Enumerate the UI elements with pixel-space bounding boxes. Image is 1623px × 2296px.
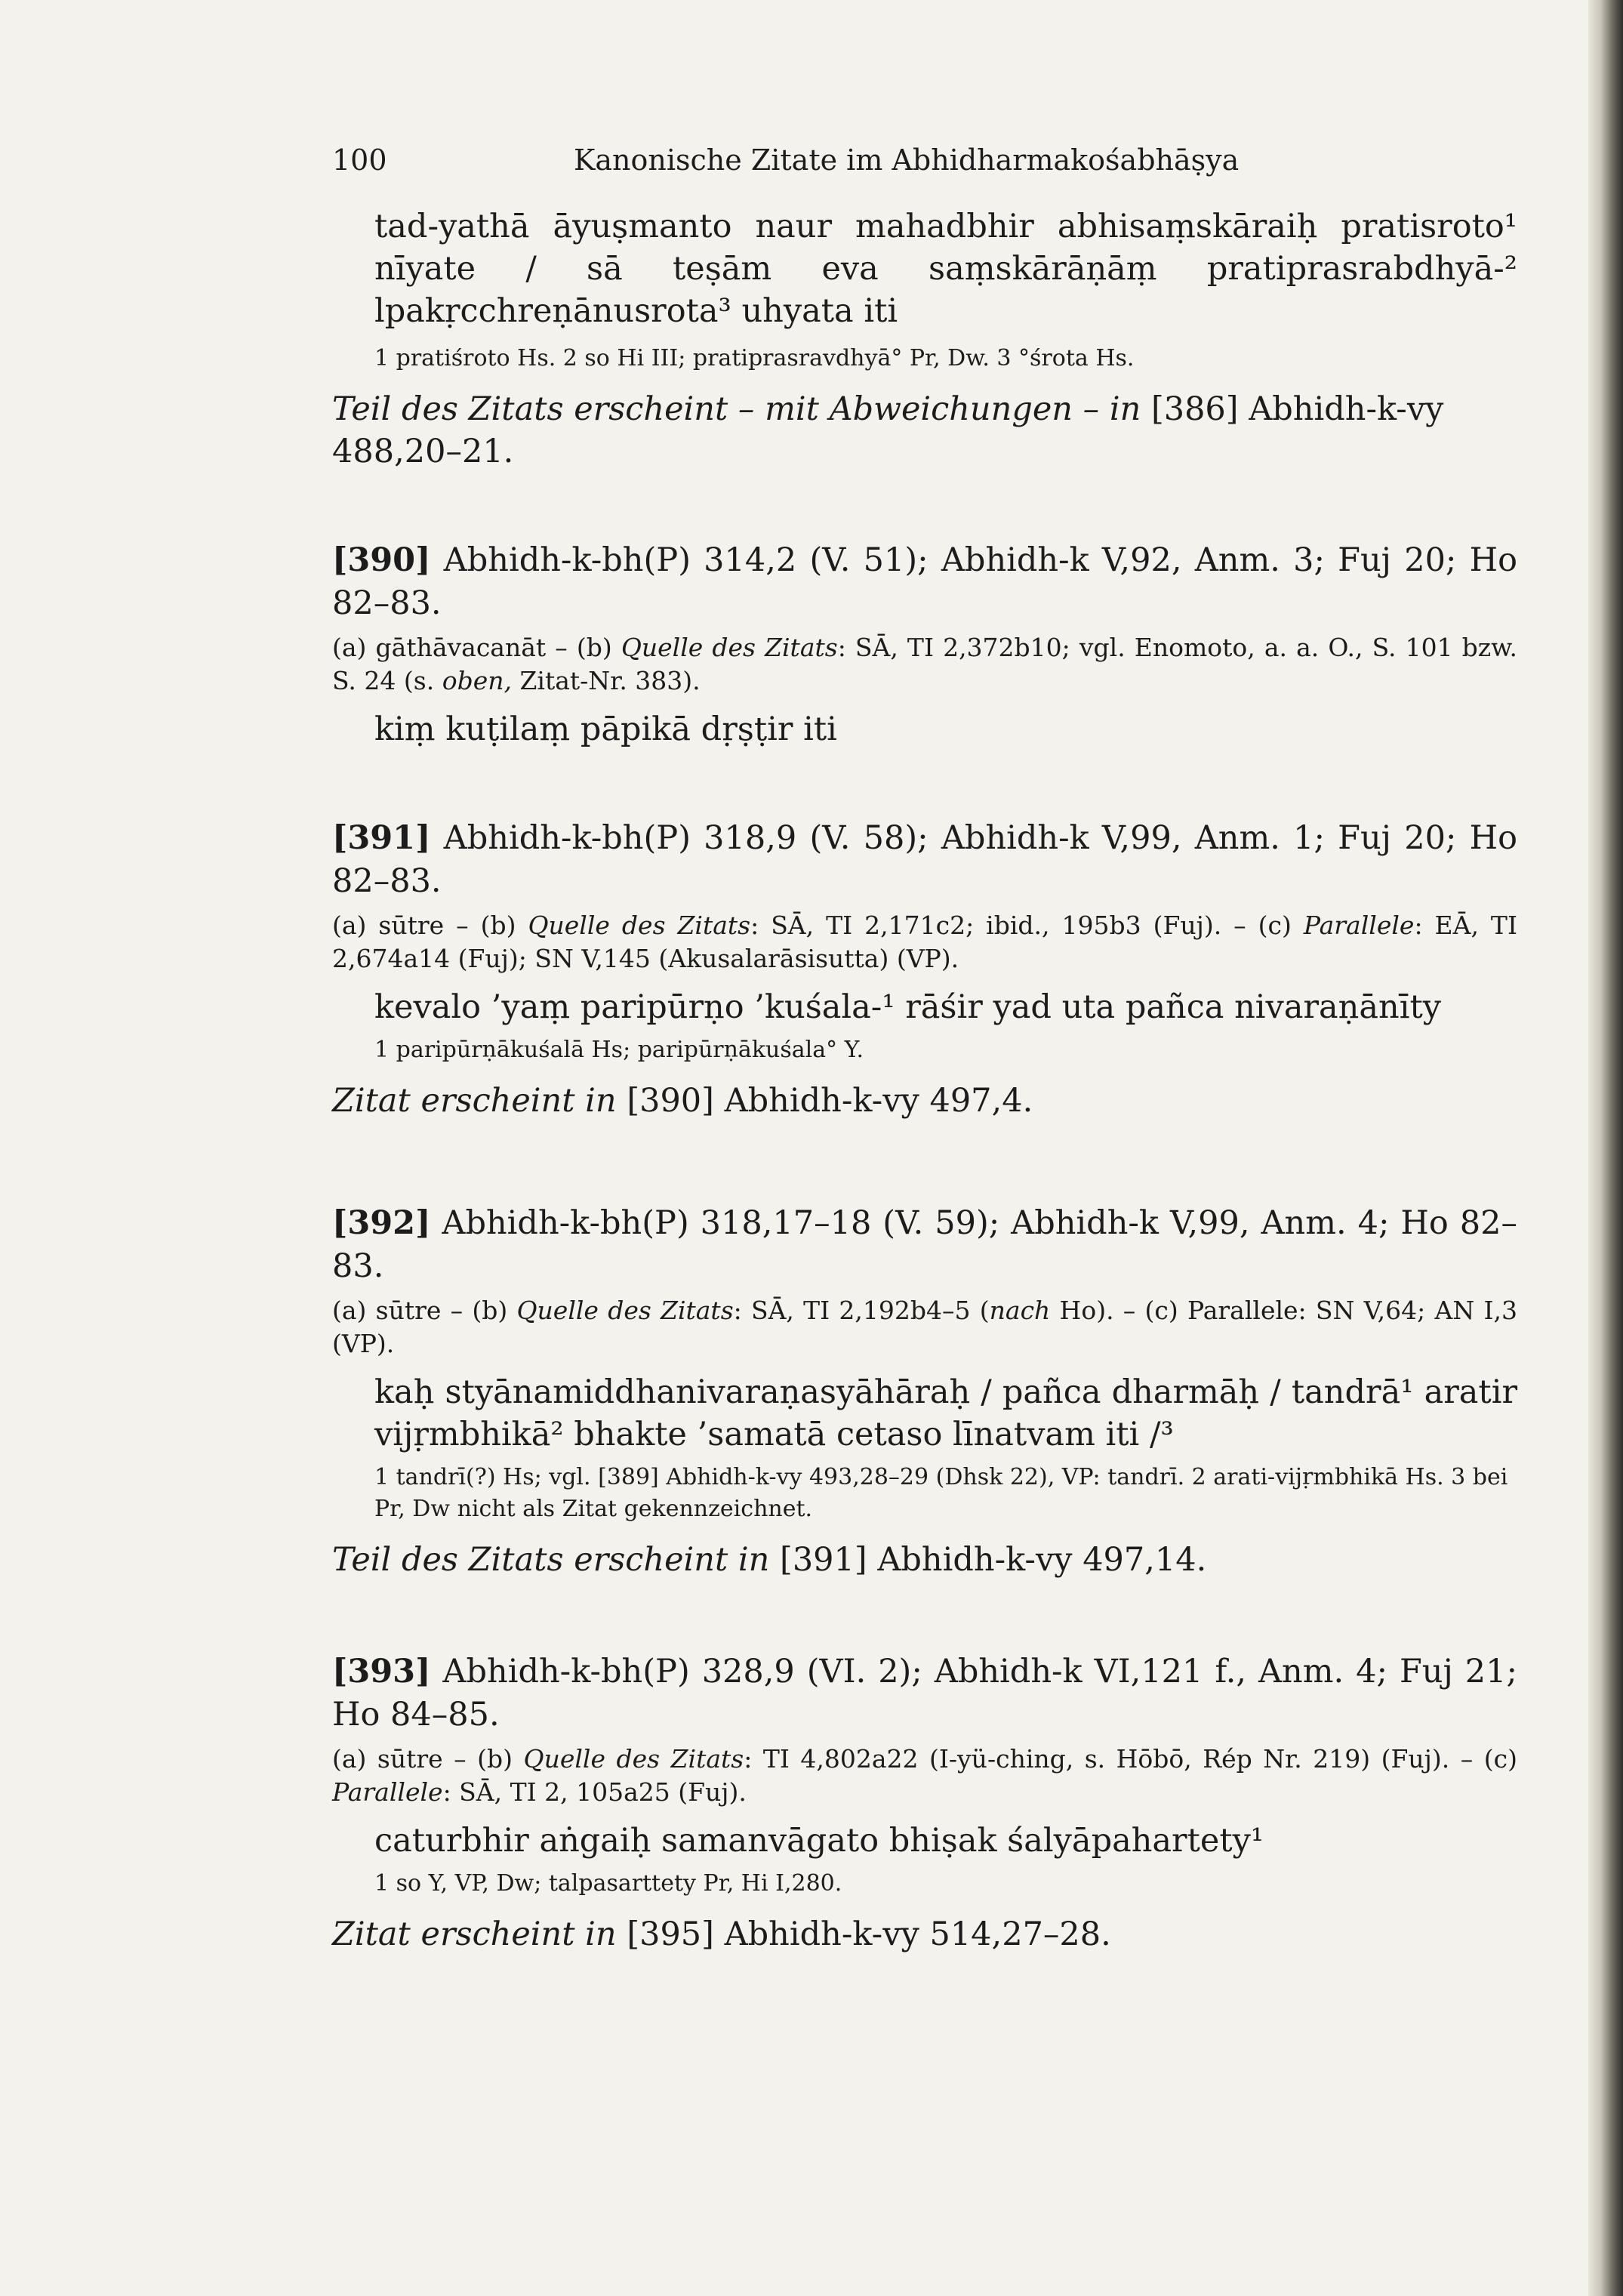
intro-reference: [332, 388, 1517, 473]
entry-source: Abhidh-k-bh(P) 318,9 (V. 58); Abhidh-k V,99, Anm. 1; Fuj 20; Ho 82–83.: [332, 819, 1518, 900]
note-c-label: nach: [989, 1296, 1051, 1325]
entry-footnote: 1 paripūrṇākuśalā Hs; paripūrṇākuśala° Y.: [374, 1037, 864, 1063]
running-title: Kanonische Zitate im Abhidharmakośabhāṣya: [574, 143, 1240, 177]
entry-number: [391]: [332, 819, 431, 857]
entry-393: [332, 1650, 1517, 1955]
note-c-label: Parallele: [1303, 911, 1415, 940]
note-c-text: : SĀ, TI 2, 105a25 (Fuj).: [442, 1777, 747, 1807]
entry-reference: [332, 1539, 1517, 1581]
entry-number: [392]: [332, 1204, 431, 1242]
note-c-label: Parallele: [332, 1777, 443, 1807]
entry-notes: [332, 631, 1517, 698]
intro-footnote: 1 pratiśroto Hs. 2 so Hi III; pratiprasravdhyā° Pr, Dw. 3 °śrota Hs.: [374, 345, 1135, 371]
entry-notes: [332, 1294, 1517, 1361]
note-b-text: : SĀ, TI 2,171c2; ibid., 195b3 (Fuj). – (c): [750, 911, 1292, 940]
note-a: (a) sūtre – (b): [332, 1296, 508, 1325]
entry-source: Abhidh-k-bh(P) 314,2 (V. 51); Abhidh-k V,92, Anm. 3; Fuj 20; Ho 82–83.: [332, 541, 1518, 622]
ref-rest: [386] Abhidh-k-vy 488,20–21.: [332, 390, 1444, 470]
note-b-text: : SĀ, TI 2,192b4–5 (: [733, 1296, 990, 1325]
note-b-text: : SĀ, TI 2,372b10; vgl. Enomoto, a. a. O., S. 101 bzw. S. 24 (s.: [332, 633, 1517, 695]
entry-reference: [332, 1913, 1517, 1955]
entry-reference: [332, 1080, 1517, 1122]
entry-392: [332, 1202, 1517, 1581]
scan-page-edge: [1588, 0, 1623, 2296]
note-b-label: Quelle des Zitats: [523, 1744, 744, 1774]
note-a: (a) sūtre – (b): [332, 911, 516, 940]
entry-source: Abhidh-k-bh(P) 318,17–18 (V. 59); Abhidh-k V,99, Anm. 4; Ho 82–83.: [332, 1204, 1517, 1285]
entry-footnote: 1 tandrī(?) Hs; vgl. [389] Abhidh-k-vy 493,28–29 (Dhsk 22), VP: tandrī. 2 arati-vijṛmbhikā Hs. 3 bei Pr, Dw nicht als Zitat gekennzeichnet.: [374, 1464, 1508, 1522]
page-number: 100: [332, 143, 387, 177]
entry-390: [332, 539, 1517, 750]
entry-quote: caturbhir aṅgaiḥ samanvāgato bhiṣak śalyāpahartety¹: [374, 1822, 1264, 1860]
note-b-text: : TI 4,802a22 (I-yü-ching, s. Hōbō, Rép Nr. 219) (Fuj). – (c): [744, 1744, 1517, 1774]
entry-number: [393]: [332, 1653, 431, 1690]
note-c-text: Zitat-Nr. 383).: [519, 666, 701, 695]
note-b-label: Quelle des Zitats: [621, 633, 838, 662]
note-b-label: Quelle des Zitats: [516, 1296, 734, 1325]
running-header: [332, 143, 1239, 177]
ref-rest: [395] Abhidh-k-vy 514,27–28.: [627, 1915, 1111, 1953]
entry-quote: kiṃ kuṭilaṃ pāpikā dṛṣṭir iti: [374, 710, 837, 748]
ref-rest: [390] Abhidh-k-vy 497,4.: [627, 1082, 1033, 1120]
entry-notes: [332, 1743, 1517, 1809]
ref-italic: Teil des Zitats erscheint in: [332, 1541, 770, 1579]
intro-block: [332, 205, 1517, 473]
ref-italic: Zitat erscheint in: [332, 1082, 617, 1120]
entry-quote: kaḥ styānamiddhanivaraṇasyāhāraḥ / pañca dharmāḥ / tandrā¹ aratir vijṛmbhikā² bhakte ’samatā cetaso līnatvam iti /³: [374, 1373, 1517, 1453]
entry-number: [390]: [332, 541, 431, 579]
note-a: (a) sūtre – (b): [332, 1744, 513, 1774]
entry-quote: kevalo ’yaṃ paripūrṇo ’kuśala-¹ rāśir yad uta pañca nivaraṇānīty: [374, 988, 1442, 1026]
entry-head: [332, 817, 1517, 903]
ref-italic: Teil des Zitats erscheint – mit Abweichungen – in: [332, 390, 1141, 428]
entry-source: Abhidh-k-bh(P) 328,9 (VI. 2); Abhidh-k VI,121 f., Anm. 4; Fuj 21; Ho 84–85.: [332, 1653, 1517, 1734]
note-c-label: oben,: [442, 666, 512, 695]
entry-head: [332, 1202, 1517, 1288]
note-b-label: Quelle des Zitats: [528, 911, 751, 940]
entry-head: [332, 1650, 1517, 1737]
entry-footnote: 1 so Y, VP, Dw; talpasarttety Pr, Hi I,280.: [374, 1870, 842, 1897]
entry-notes: [332, 909, 1517, 975]
note-a: (a) gāthāvacanāt – (b): [332, 633, 612, 662]
note-c-text: : EĀ, TI 2,674a14 (Fuj); SN V,145 (Akusalarāsisutta) (VP).: [332, 911, 1517, 973]
entry-391: [332, 817, 1517, 1122]
ref-italic: Zitat erscheint in: [332, 1915, 617, 1953]
note-c-text: Ho). – (c) Parallele: SN V,64; AN I,3 (VP).: [332, 1296, 1517, 1358]
ref-rest: [391] Abhidh-k-vy 497,14.: [780, 1541, 1207, 1579]
entry-head: [332, 539, 1517, 625]
intro-quote: tad-yathā āyuṣmanto naur mahadbhir abhisaṃskāraiḥ pratisroto¹ nīyate / sā teṣām eva saṃskārāṇāṃ pratiprasrabdhyā-² lpakṛcchreṇānusrota³ uhyata iti: [374, 208, 1517, 330]
